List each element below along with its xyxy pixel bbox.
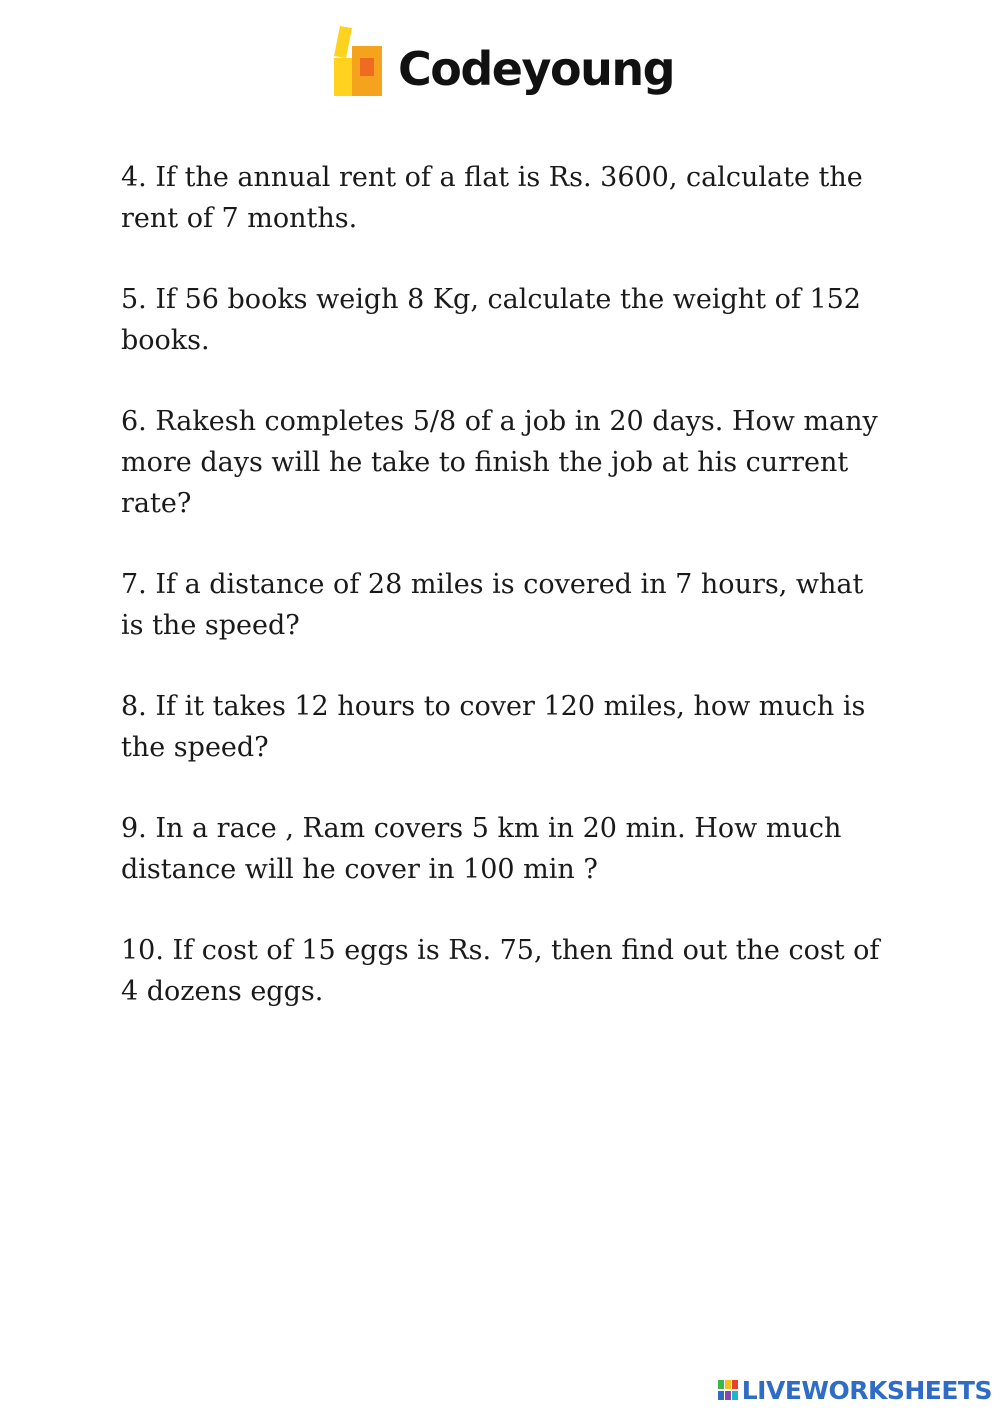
watermark-text: LIVEWORKSHEETS xyxy=(741,1375,992,1405)
question-item: 9. In a race , Ram covers 5 km in 20 min. How much distance will he cover in 100 min ? xyxy=(121,813,842,885)
question-item: 6. Rakesh completes 5/8 of a job in 20 days. How many more days will he take to finish the job at his current rate? xyxy=(121,406,878,519)
page-header xyxy=(0,24,1000,114)
question-item: 8. If it takes 12 hours to cover 120 miles, how much is the speed? xyxy=(121,691,866,763)
liveworksheets-watermark xyxy=(717,1375,992,1405)
brand-name: Codeyoung xyxy=(398,42,674,96)
question-item: 5. If 56 books weigh 8 Kg, calculate the weight of 152 books. xyxy=(121,284,861,356)
codeyoung-logo-icon xyxy=(330,24,390,99)
question-item: 10. If cost of 15 eggs is Rs. 75, then find out the cost of 4 dozens eggs. xyxy=(121,935,880,1007)
question-item: 7. If a distance of 28 miles is covered in 7 hours, what is the speed? xyxy=(121,569,864,641)
liveworksheets-icon xyxy=(717,1379,739,1401)
codeyoung-logo xyxy=(330,24,675,109)
question-list xyxy=(121,157,881,1052)
question-item: 4. If the annual rent of a flat is Rs. 3600, calculate the rent of 7 months. xyxy=(121,162,863,234)
